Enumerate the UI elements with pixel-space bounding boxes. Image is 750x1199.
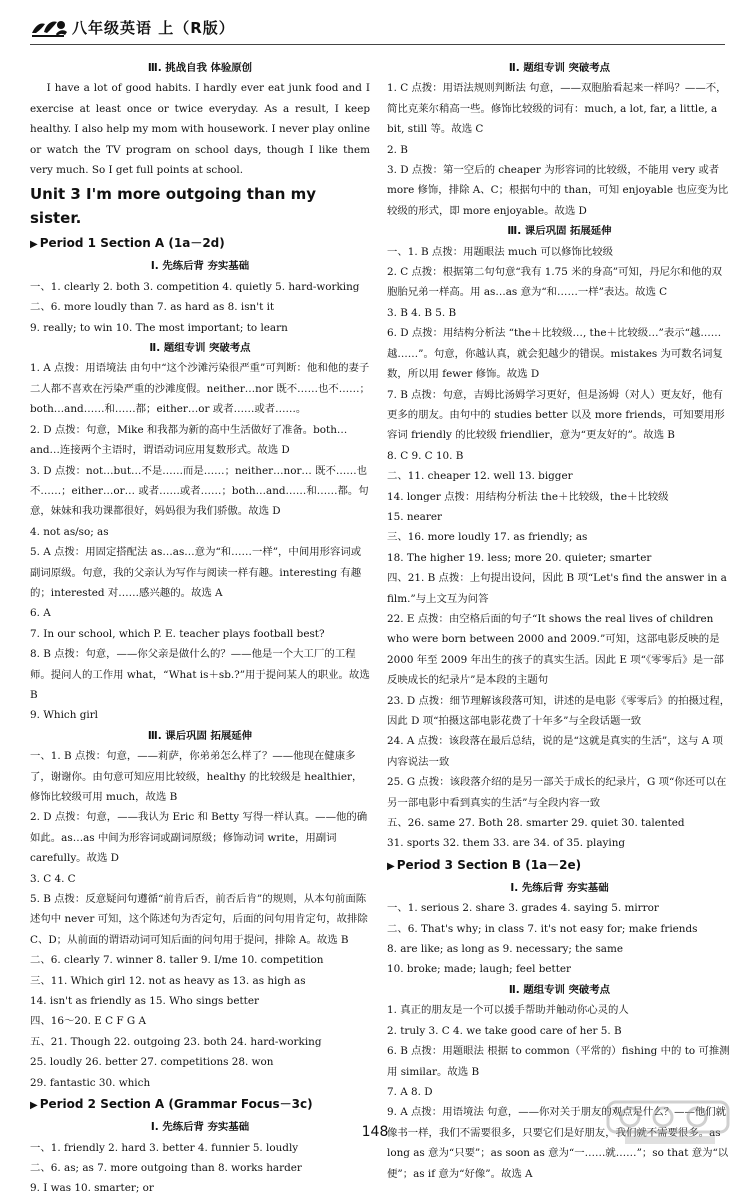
page-number: 148 (361, 1124, 389, 1140)
answer-line: 2. truly 3. C 4. we take good care of her 5. B (387, 1024, 622, 1037)
answer-line: 6. D 点拨：用结构分析法 “the＋比较级…, the＋比较级…”表示“越……越……”。句意，你越认真，就会犯越少的错误。mistakes 为可数名词复数，所以用 fewer 修饰。故选 D (387, 327, 723, 381)
answer-line: 二、6. more loudly than 7. as hard as 8. isn't it (30, 301, 275, 314)
answer-line: 1. A 点拨：用语境法 由句中“这个沙滩污染很严重”可判断：他和他的妻子二人都不喜欢在污染严重的沙滩度假。neither…nor 既不……也不……；both…and……和……都；either…or 或者……或者……。 (30, 362, 370, 416)
answer-line: 25. loudly 26. better 27. competitions 28. won (30, 1056, 274, 1069)
section-heading: Ⅱ. 题组专训 突破考点 (149, 342, 251, 355)
answer-line: 9. A 点拨：用语境法 句意，——你对关于朋友的观点是什么？——他们就像书一样，我们不需要很多，只要它们是好朋友，我们就不需要很多。as long as 意为“只要”；as soon as 意为“一……就……”；so that 意为“以便”；as if 意为“好像”。故选 A (387, 1106, 729, 1180)
answer-line: 24. A 点拨：该段落在最后总结，说的是“这就是真实的生活”，这与 A 项内容说法一致 (387, 735, 723, 768)
answer-line: 1. C 点拨：用语法规则判断法 句意，——双胞胎看起来一样吗？——不，简比克莱尔稍高一些。修饰比较级的词有：much, a lot, far, a little, a bit, still 等。故选 C (387, 82, 727, 136)
answer-line: 二、6. That's why; in class 7. it's not easy for; make friends (387, 922, 698, 935)
answer-line: 3. B 4. B 5. B (387, 306, 457, 319)
answer-line: 2. D 点拨：句意，Mike 和我都为新的高中生活做好了准备。both…and…连接两个主语时，谓语动词应用复数形式。故选 D (30, 423, 348, 457)
section-heading: Ⅲ. 挑战自我 体验原创 (147, 62, 253, 74)
answer-line: 8. are like; as long as 9. necessary; the same (387, 943, 623, 956)
section-heading: Ⅰ. 先练后背 夯实基础 (150, 1121, 250, 1134)
answer-line: 3. D 点拨：第一空后的 cheaper 为形容词的比较级，不能用 very 或者 more 修饰，排除 A、C；根据句中的 than，可知 enjoyable 也应变为比较级的形式，即 more enjoyable。故选 D (387, 164, 729, 217)
period-heading-text: Period 3 Section B (1a－2e) (396, 857, 582, 872)
answer-line: 3. D 点拨：not…but…不是……而是……；neither…nor… 既不……也不……；either…or… 或者……或者……；both…and……和……都。句意，妹妹和我功课都很好，妈妈很为我们骄傲。故选 D (30, 464, 369, 518)
answer-line: 一、1. friendly 2. hard 3. better 4. funnier 5. loudly (30, 1141, 299, 1154)
header-divider (30, 44, 725, 45)
answer-line: 7. B 点拨：句意，吉姆比汤姆学习更好，但是汤姆（对人）更友好，他有更多的朋友。由句中的 studies better 以及 more friends，可知要用形容词 friendly 的比较级 friendlier，意为“更友好的”。故选 B (387, 388, 725, 442)
answer-line: 3. C 4. C (30, 872, 76, 885)
answer-line: 9. really; to win 10. The most important; to learn (30, 321, 288, 334)
answer-line: 23. D 点拨：细节理解该段落可知，讲述的是电影《零零后》的拍摄过程，因此 D 项“拍摄这部电影花费了十年多”与全段话题一致 (387, 694, 731, 727)
triangle-bullet-icon: ▶ (30, 1100, 38, 1112)
triangle-bullet-icon: ▶ (30, 239, 38, 251)
answer-line: 9. Which girl (30, 709, 98, 722)
passage-paragraph: I have a lot of good habits. I hardly ever eat junk food and I exercise at least once or twice everyday. As a result, I keep healthy. I also help my mom with housework. I never play online or watch the TV program on school days, though I like them very much. So I get full points at school. (30, 82, 370, 177)
answer-line: 三、16. more loudly 17. as friendly; as (387, 531, 588, 544)
triangle-bullet-icon: ▶ (387, 860, 395, 872)
publisher-logo-icon (30, 16, 68, 38)
answer-line: 二、6. clearly 7. winner 8. taller 9. I/me 10. competition (30, 954, 324, 967)
answer-line: 一、1. B 点拨：句意，——莉萨，你弟弟怎么样了？——他现在健康多了，谢谢你。由句意可知应用比较级，healthy 的比较级是 healthier，修饰比较级可用 much，故选 B (30, 750, 363, 803)
answer-line: 四、16～20. E C F G A (30, 1015, 146, 1028)
answer-line: 一、1. B 点拨：用题眼法 much 可以修饰比较级 (387, 245, 614, 258)
answer-line: 二、6. as; as 7. more outgoing than 8. works harder (30, 1161, 302, 1174)
section-heading: Ⅲ. 课后巩固 拓展延伸 (147, 729, 253, 742)
answer-line: 15. nearer (387, 510, 442, 523)
answer-line: 二、11. cheaper 12. well 13. bigger (387, 470, 573, 483)
answer-line: 7. In our school, which P. E. teacher plays football best? (30, 627, 325, 640)
answer-line: 31. sports 32. them 33. are 34. of 35. playing (387, 837, 626, 850)
section-heading: Ⅰ. 先练后背 夯实基础 (150, 260, 250, 273)
answer-line: 8. C 9. C 10. B (387, 449, 464, 462)
period-heading (387, 854, 732, 878)
answer-line: 5. A 点拨：用固定搭配法 as…as…意为“和……一样”，中间用形容词或副词原级。句意，我的父亲认为写作与阅读一样有趣。interesting 有趣的；interested 对……感兴趣的。故选 A (30, 546, 362, 599)
answer-line: 4. not as/so; as (30, 525, 109, 538)
book-title: 八年级英语 上（R版） (72, 19, 235, 37)
period-heading-text: Period 2 Section A (Grammar Focus－3c) (39, 1097, 313, 1112)
answer-line: 18. The higher 19. less; more 20. quieter; smarter (387, 551, 652, 564)
left-column (30, 58, 370, 1195)
answer-line: 9. I was 10. smarter; or (30, 1182, 154, 1195)
answer-line: 2. D 点拨：句意，——我认为 Eric 和 Betty 写得一样认真。——他的确如此。as…as 中间为形容词或副词原级；修饰动词 write，用副词 carefully。故选 D (30, 811, 368, 865)
section-heading: Ⅱ. 题组专训 突破考点 (508, 62, 611, 74)
answer-line: 2. B (387, 143, 408, 156)
answer-line: 一、1. clearly 2. both 3. competition 4. quietly 5. hard-working (30, 280, 360, 293)
answer-line: 五、21. Though 22. outgoing 23. both 24. hard-working (30, 1035, 322, 1048)
answer-line: 五、26. same 27. Both 28. smarter 29. quiet 30. talented (387, 817, 685, 830)
answer-line: 四、21. B 点拨：上句提出设问，因此 B 项“Let's find the answer in a film.”与上文互为问答 (387, 572, 727, 605)
period-heading (30, 1093, 370, 1117)
section-heading: Ⅰ. 先练后背 夯实基础 (510, 881, 609, 894)
answer-line: 一、1. serious 2. share 3. grades 4. saying 5. mirror (387, 902, 659, 915)
answer-line: 14. isn't as friendly as 15. Who sings better (30, 995, 259, 1008)
section-heading: Ⅲ. 课后巩固 拓展延伸 (507, 225, 612, 238)
answer-line: 2. C 点拨：根据第二句句意“我有 1.75 米的身高”可知，丹尼尔和他的双胞胎兄弟一样高。用 as…as 意为“和……一样”表达。故选 C (387, 266, 722, 299)
answer-line: 8. B 点拨：句意，——你父亲是做什么的？——他是一个大工厂的工程师。提问人的工作用 what，“What is＋sb.?”用于提问某人的职业。故选 B (30, 648, 370, 701)
right-column (387, 58, 732, 1180)
answer-line: 5. B 点拨：反意疑问句遵循“前肯后否，前否后肯”的规则，从本句前面陈述句中 never 可知，这个陈述句为否定句，后面的问句用肯定句，故排除 C、D；从前面的谓语动词可知后面的问句用于提问，排除 A。故选 B (30, 893, 368, 946)
answer-line: 三、11. Which girl 12. not as heavy as 13. as high as (30, 974, 306, 987)
answer-line: 10. broke; made; laugh; feel better (387, 963, 571, 976)
answer-line: 25. G 点拨：该段落介绍的是另一部关于成长的纪录片，G 项“你还可以在另一部电影中看到真实的生活”与全段内容一致 (387, 776, 727, 809)
period-heading (30, 232, 370, 256)
answer-line: 6. B 点拨：用题眼法 根据 to common（平常的）fishing 中的 to 可推测用 similar。故选 B (387, 1045, 730, 1078)
section-heading: Ⅱ. 题组专训 突破考点 (508, 983, 611, 996)
page-header (30, 14, 720, 42)
answer-line: 14. longer 点拨：用结构分析法 the＋比较级，the＋比较级 (387, 490, 669, 503)
answer-line: 22. E 点拨：由空格后面的句子“It shows the real lives of children who were born between 2000 and 2009.”可知，这部电影反映的是 2000 年至 2009 年出生的孩子的真实生活。因此 E 项“《零零后》是一部反映成长的纪录片”是本段的主题句 (387, 612, 724, 687)
unit-title: Unit 3 I'm more outgoing than my sister. (30, 185, 317, 228)
answer-line: 7. A 8. D (387, 1085, 433, 1098)
period-heading-text: Period 1 Section A (1a－2d) (39, 236, 225, 251)
answer-line: 1. 真正的朋友是一个可以援手帮助并触动你心灵的人 (387, 1004, 629, 1017)
answer-line: 29. fantastic 30. which (30, 1076, 151, 1089)
answer-line: 6. A (30, 607, 51, 620)
watermark-stamp-icon (605, 1098, 735, 1148)
